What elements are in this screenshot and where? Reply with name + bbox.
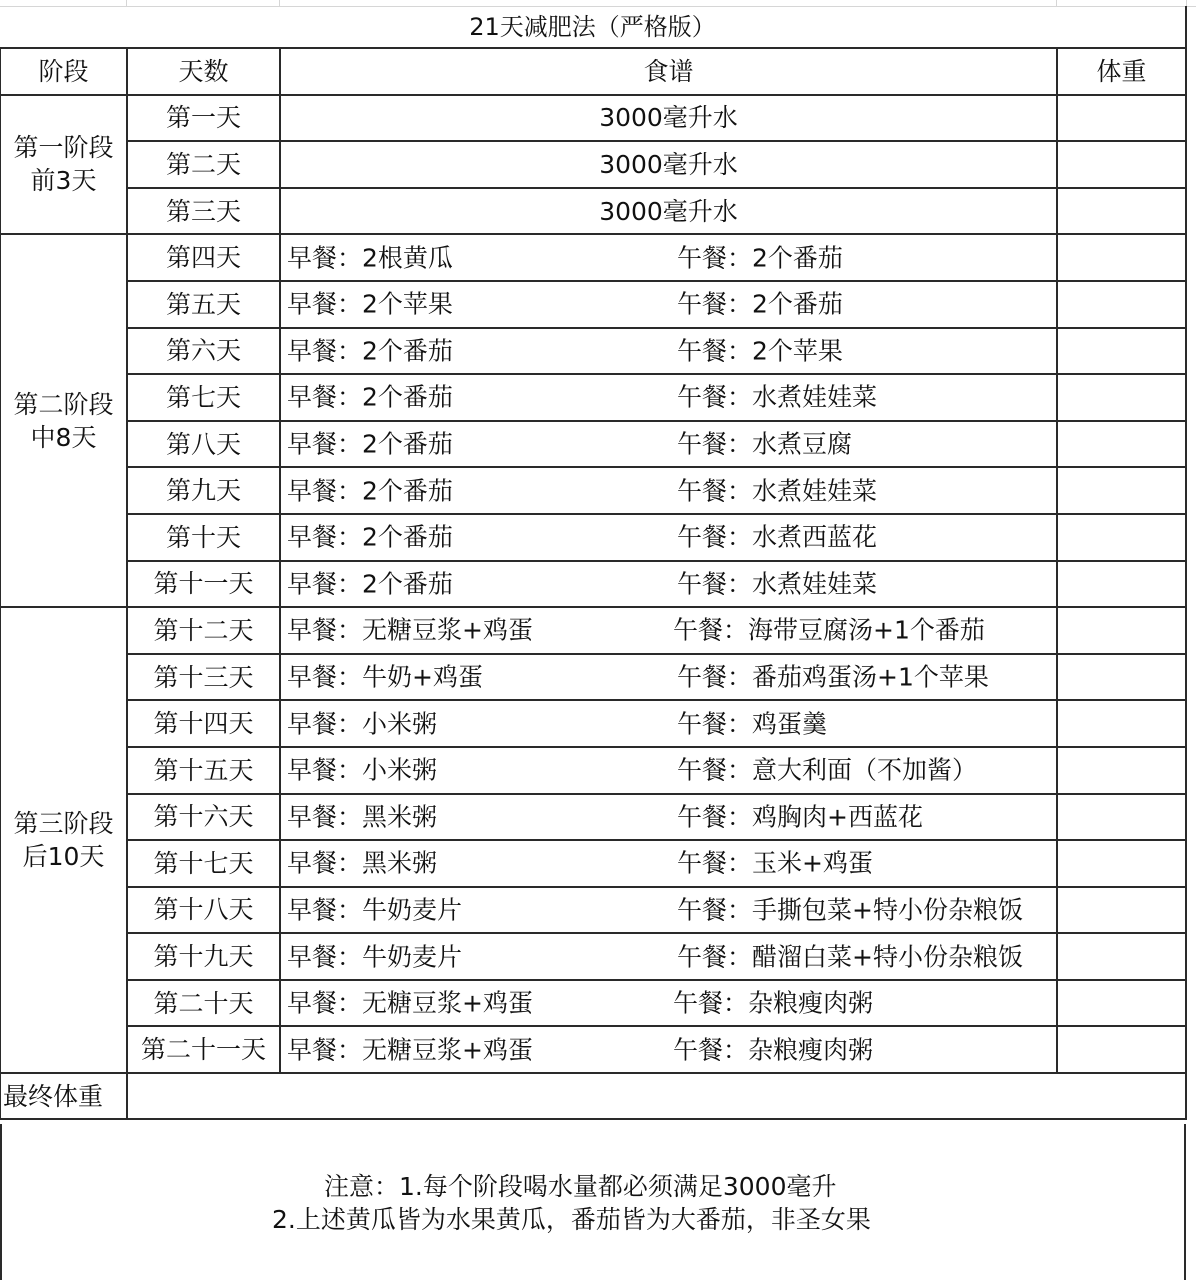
- weight-cell[interactable]: [1057, 1026, 1186, 1073]
- table-row: [0, 95, 1186, 142]
- weight-cell[interactable]: [1057, 374, 1186, 421]
- weight-cell[interactable]: [1057, 933, 1186, 980]
- day-cell[interactable]: 第二天: [127, 141, 280, 188]
- breakfast-text: 早餐：小米粥: [287, 709, 438, 739]
- recipe-cell[interactable]: [280, 887, 1057, 934]
- breakfast-text: 早餐：2个番茄: [287, 522, 453, 552]
- lunch-text: 午餐：杂粮瘦肉粥: [673, 988, 874, 1018]
- lunch-text: 午餐：醋溜白菜+特小份杂粮饭: [677, 942, 1023, 972]
- recipe-cell[interactable]: [280, 840, 1057, 887]
- weight-cell[interactable]: [1057, 794, 1186, 841]
- lunch-text: 午餐：鸡胸肉+西蓝花: [677, 802, 923, 832]
- day-cell[interactable]: 第三天: [127, 188, 280, 235]
- recipe-cell[interactable]: [280, 654, 1057, 701]
- day-cell[interactable]: 第八天: [127, 421, 280, 468]
- lunch-text: 午餐：水煮娃娃菜: [677, 382, 878, 412]
- stage-name: 第三阶段: [13, 809, 114, 839]
- recipe-cell[interactable]: 3000毫升水: [280, 95, 1057, 142]
- recipe-cell[interactable]: [280, 933, 1057, 980]
- lunch-text: 午餐：杂粮瘦肉粥: [673, 1035, 874, 1065]
- recipe-cell[interactable]: [280, 467, 1057, 514]
- day-cell[interactable]: 第一天: [127, 95, 280, 142]
- note-line-2: 2.上述黄瓜皆为水果黄瓜，番茄皆为大番茄，非圣女果: [272, 1205, 871, 1234]
- weight-cell[interactable]: [1057, 561, 1186, 608]
- day-cell[interactable]: 第十八天: [127, 887, 280, 934]
- table-row: [0, 374, 1186, 421]
- day-cell[interactable]: 第十四天: [127, 700, 280, 747]
- table-row: [0, 514, 1186, 561]
- stage-name: 第二阶段: [13, 389, 114, 419]
- breakfast-text: 早餐：2个番茄: [287, 569, 453, 599]
- day-cell[interactable]: 第六天: [127, 328, 280, 375]
- recipe-cell[interactable]: [280, 794, 1057, 841]
- breakfast-text: 早餐：2个番茄: [287, 382, 453, 412]
- recipe-cell[interactable]: [280, 514, 1057, 561]
- day-cell[interactable]: 第十五天: [127, 747, 280, 794]
- table-row: [0, 887, 1186, 934]
- final-weight-value[interactable]: [127, 1073, 1186, 1119]
- recipe-cell[interactable]: [280, 561, 1057, 608]
- breakfast-text: 早餐：牛奶麦片: [287, 942, 463, 972]
- recipe-cell[interactable]: [280, 328, 1057, 375]
- table-row: [0, 747, 1186, 794]
- recipe-cell[interactable]: [280, 700, 1057, 747]
- lunch-text: 午餐：番茄鸡蛋汤+1个苹果: [677, 662, 989, 692]
- table-row: [0, 980, 1186, 1027]
- recipe-cell[interactable]: 3000毫升水: [280, 141, 1057, 188]
- day-cell[interactable]: 第二十一天: [127, 1026, 280, 1073]
- notes-cell[interactable]: [0, 1124, 1186, 1280]
- lunch-text: 午餐：鸡蛋羹: [677, 709, 828, 739]
- day-cell[interactable]: 第十三天: [127, 654, 280, 701]
- lunch-text: 午餐：意大利面（不加酱）: [677, 755, 978, 785]
- breakfast-text: 早餐：小米粥: [287, 755, 438, 785]
- lunch-text: 午餐：2个苹果: [677, 336, 843, 366]
- header-days[interactable]: 天数: [127, 48, 280, 95]
- weight-cell[interactable]: [1057, 840, 1186, 887]
- recipe-cell[interactable]: [280, 374, 1057, 421]
- breakfast-text: 早餐：无糖豆浆+鸡蛋: [287, 1035, 533, 1065]
- recipe-cell[interactable]: [280, 747, 1057, 794]
- breakfast-text: 早餐：黑米粥: [287, 802, 438, 832]
- note-line-1: 注意：1.每个阶段喝水量都必须满足3000毫升: [324, 1172, 837, 1201]
- table-row: [0, 794, 1186, 841]
- breakfast-text: 早餐：无糖豆浆+鸡蛋: [287, 988, 533, 1018]
- final-weight-label[interactable]: 最终体重: [0, 1073, 127, 1119]
- header-weight[interactable]: 体重: [1057, 48, 1186, 95]
- stage-span: 前3天: [30, 166, 97, 196]
- day-cell[interactable]: 第十九天: [127, 933, 280, 980]
- weight-cell[interactable]: [1057, 654, 1186, 701]
- stage-span: 中8天: [30, 422, 97, 452]
- breakfast-text: 早餐：2个番茄: [287, 336, 453, 366]
- weight-cell[interactable]: [1057, 234, 1186, 281]
- weight-cell[interactable]: [1057, 607, 1186, 654]
- table-row: [0, 607, 1186, 654]
- day-cell[interactable]: 第九天: [127, 467, 280, 514]
- table-row: [0, 421, 1186, 468]
- stage-cell-1[interactable]: [0, 95, 127, 235]
- day-cell[interactable]: 第十一天: [127, 561, 280, 608]
- stage-span: 后10天: [22, 842, 105, 872]
- lunch-text: 午餐：手撕包菜+特小份杂粮饭: [677, 895, 1023, 925]
- breakfast-text: 早餐：2个苹果: [287, 289, 453, 319]
- weight-cell[interactable]: [1057, 747, 1186, 794]
- weight-cell[interactable]: [1057, 95, 1186, 142]
- day-cell[interactable]: 第十二天: [127, 607, 280, 654]
- recipe-cell[interactable]: [280, 980, 1057, 1027]
- stage-name: 第一阶段: [13, 133, 114, 163]
- lunch-text: 午餐：水煮娃娃菜: [677, 569, 878, 599]
- breakfast-text: 早餐：2个番茄: [287, 476, 453, 506]
- table-row: [0, 188, 1186, 235]
- table-row: [0, 328, 1186, 375]
- lunch-text: 午餐：2个番茄: [677, 289, 843, 319]
- weight-cell[interactable]: [1057, 141, 1186, 188]
- day-cell[interactable]: 第十天: [127, 514, 280, 561]
- weight-cell[interactable]: [1057, 514, 1186, 561]
- weight-cell[interactable]: [1057, 467, 1186, 514]
- header-stage[interactable]: 阶段: [0, 48, 127, 95]
- breakfast-text: 早餐：黑米粥: [287, 848, 438, 878]
- day-cell[interactable]: 第二十天: [127, 980, 280, 1027]
- table-row: [0, 654, 1186, 701]
- lunch-text: 午餐：水煮豆腐: [677, 429, 853, 459]
- table-row: [0, 840, 1186, 887]
- table-row: [0, 141, 1186, 188]
- breakfast-text: 早餐：牛奶麦片: [287, 895, 463, 925]
- weight-cell[interactable]: [1057, 700, 1186, 747]
- lunch-text: 午餐：水煮西蓝花: [677, 522, 878, 552]
- table-row: [0, 234, 1186, 281]
- stage-cell-3[interactable]: [0, 607, 127, 1073]
- weight-cell[interactable]: [1057, 281, 1186, 328]
- recipe-cell[interactable]: [280, 607, 1057, 654]
- recipe-cell[interactable]: 3000毫升水: [280, 188, 1057, 235]
- recipe-cell[interactable]: [280, 281, 1057, 328]
- lunch-text: 午餐：水煮娃娃菜: [677, 476, 878, 506]
- weight-cell[interactable]: [1057, 328, 1186, 375]
- day-cell[interactable]: 第五天: [127, 281, 280, 328]
- table-row: [0, 281, 1186, 328]
- recipe-cell[interactable]: [280, 234, 1057, 281]
- table-row: [0, 1026, 1186, 1073]
- table-row: [0, 933, 1186, 980]
- day-cell[interactable]: 第十七天: [127, 840, 280, 887]
- lunch-text: 午餐：海带豆腐汤+1个番茄: [673, 615, 985, 645]
- breakfast-text: 早餐：2根黄瓜: [287, 243, 453, 273]
- weight-cell[interactable]: [1057, 421, 1186, 468]
- title-row: [0, 6, 1186, 48]
- recipe-cell[interactable]: [280, 421, 1057, 468]
- day-cell[interactable]: 第七天: [127, 374, 280, 421]
- final-weight-row: [0, 1073, 1186, 1119]
- recipe-cell[interactable]: [280, 1026, 1057, 1073]
- lunch-text: 午餐：玉米+鸡蛋: [677, 848, 873, 878]
- day-cell[interactable]: 第十六天: [127, 794, 280, 841]
- breakfast-text: 早餐：2个番茄: [287, 429, 453, 459]
- table-row: [0, 700, 1186, 747]
- day-cell[interactable]: 第四天: [127, 234, 280, 281]
- weight-cell[interactable]: [1057, 887, 1186, 934]
- breakfast-text: 早餐：无糖豆浆+鸡蛋: [287, 615, 533, 645]
- diet-plan-table: [0, 6, 1187, 1120]
- table-row: [0, 467, 1186, 514]
- stage-cell-2[interactable]: [0, 234, 127, 607]
- table-row: [0, 561, 1186, 608]
- lunch-text: 午餐：2个番茄: [677, 243, 843, 273]
- table-title[interactable]: 21天减肥法（严格版）: [0, 6, 1186, 48]
- weight-cell[interactable]: [1057, 980, 1186, 1027]
- header-row: [0, 48, 1186, 95]
- breakfast-text: 早餐：牛奶+鸡蛋: [287, 662, 483, 692]
- header-recipe[interactable]: 食谱: [280, 48, 1057, 95]
- weight-cell[interactable]: [1057, 188, 1186, 235]
